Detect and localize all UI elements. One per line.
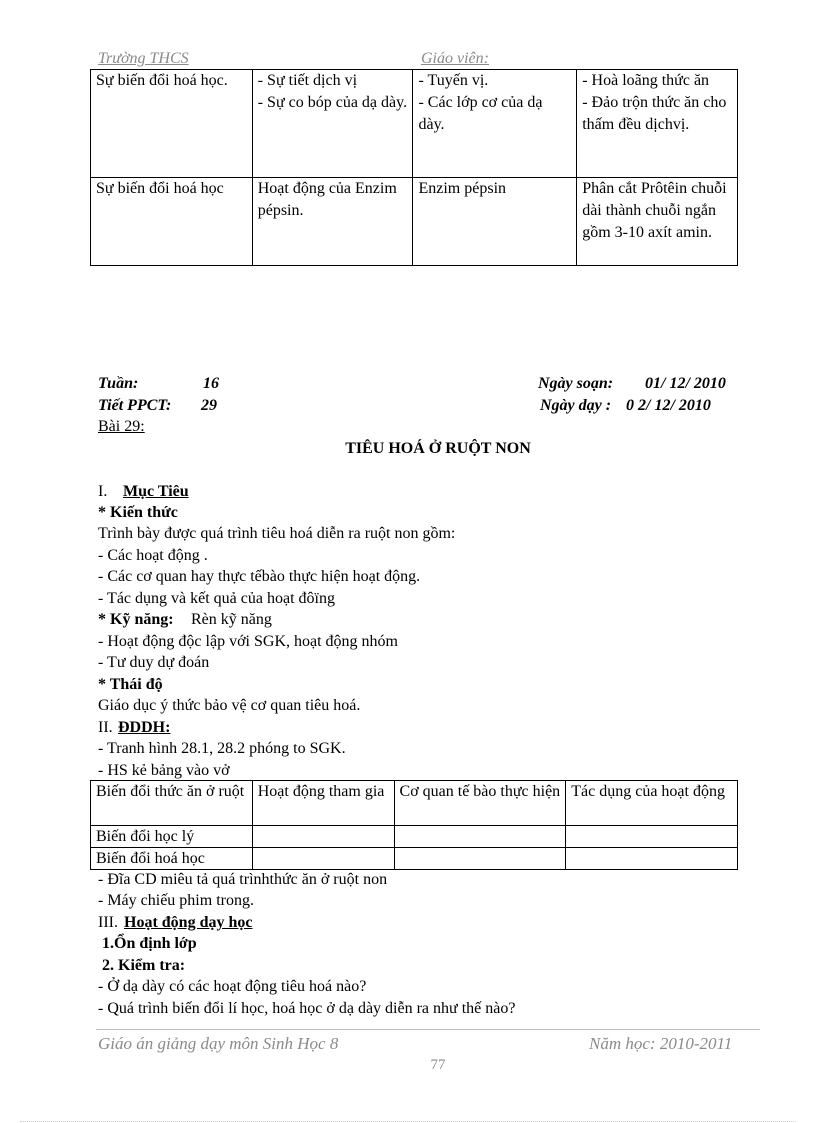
question-line: - Ở dạ dày có các hoạt động tiêu hoá nào? (98, 978, 367, 995)
prep-date-label: Ngày soạn: (538, 375, 614, 392)
section3-item: 2. Kiểm tra: (102, 957, 186, 974)
table-row (91, 848, 738, 870)
section2-heading: ĐDDH: (118, 719, 171, 736)
lesson-label: Bài 29: (98, 418, 145, 435)
section1-heading: Mục Tiêu (123, 483, 189, 500)
period-label: Tiết PPCT: (98, 397, 172, 414)
column-header: Hoạt động tham gia (252, 781, 394, 826)
table-cell: Biến đổi hoá học (91, 848, 253, 870)
equipment-line: - Đĩa CD miêu tả quá trìnhthức ăn ở ruột non (98, 871, 388, 888)
student-table (90, 780, 738, 870)
attitude-heading: * Thái độ (98, 676, 163, 693)
footer-rule (96, 1029, 760, 1030)
top-table (90, 69, 738, 266)
week-value: 16 (203, 375, 219, 392)
table-cell (566, 848, 738, 870)
column-header: Tác dụng của hoạt động (566, 781, 738, 826)
equipment-line: - HS kẻ bảng vào vở (98, 762, 230, 779)
page-number: 77 (430, 1057, 446, 1073)
teach-date-value: 0 2/ 12/ 2010 (626, 397, 711, 414)
week-label: Tuần: (98, 375, 139, 392)
table-cell: - Tuyến vị. - Các lớp cơ của dạ dày. (413, 70, 577, 178)
table-cell (394, 826, 566, 848)
skill-line: - Hoạt động độc lập với SGK, hoạt động nhóm (98, 633, 398, 650)
teach-date-label: Ngày dạy : (540, 397, 612, 414)
section1-num: I. (98, 483, 108, 500)
section2-num: II. (98, 719, 113, 736)
attitude-text: Giáo dục ý thức bảo vệ cơ quan tiêu hoá. (98, 697, 361, 714)
column-header: Cơ quan tế bào thực hiện (394, 781, 566, 826)
table-cell (252, 848, 394, 870)
section3-num: III. (98, 914, 118, 931)
skill-heading: * Kỹ năng: (98, 611, 174, 628)
section3-heading: Hoạt động dạy học (124, 914, 253, 931)
knowledge-line: Trình bày được quá trình tiêu hoá diễn ra ruột non gồm: (98, 525, 456, 542)
header-teacher: Giáo viên: (421, 50, 489, 67)
period-value: 29 (201, 397, 217, 414)
table-row (91, 70, 738, 178)
page-title: TIÊU HOÁ Ở RUỘT NON (345, 440, 531, 457)
footer-left: Giáo án giảng dạy môn Sinh Học 8 (98, 1034, 339, 1053)
skill-line: - Tư duy dự đoán (98, 654, 210, 671)
prep-date-value: 01/ 12/ 2010 (645, 375, 726, 392)
section3-item: 1.Ổn định lớp (102, 935, 197, 952)
equipment-line: - Máy chiếu phim trong. (98, 892, 254, 909)
skill-text: Rèn kỹ năng (191, 611, 272, 628)
table-header-row (91, 781, 738, 826)
knowledge-line: - Các hoạt động . (98, 547, 208, 564)
table-row (91, 826, 738, 848)
table-cell (566, 826, 738, 848)
table-cell: Sự biến đổi hoá học. (91, 70, 253, 178)
table-cell: Phân cắt Prôtêin chuỗi dài thành chuỗi ngắn gồm 3-10 axít amin. (577, 178, 738, 266)
table-cell: Hoạt động của Enzim pépsin. (252, 178, 413, 266)
table-cell: - Sự tiết dịch vị - Sự co bóp của dạ dày. (252, 70, 413, 178)
table-cell: Biến đổi học lý (91, 826, 253, 848)
table-cell: Enzim pépsin (413, 178, 577, 266)
page-edge-divider (20, 1121, 796, 1122)
footer-right: Năm học: 2010-2011 (589, 1034, 733, 1053)
header-school: Trường THCS (98, 50, 189, 67)
equipment-line: - Tranh hình 28.1, 28.2 phóng to SGK. (98, 740, 346, 757)
question-line: - Quá trình biến đổi lí học, hoá học ở dạ dày diễn ra như thế nào? (98, 1000, 516, 1017)
table-cell (252, 826, 394, 848)
table-cell: - Hoà loãng thức ăn - Đảo trộn thức ăn cho thấm đều dịchvị. (577, 70, 738, 178)
knowledge-line: - Các cơ quan hay thực tếbào thực hiện hoạt động. (98, 568, 421, 585)
knowledge-line: - Tác dụng và kết quả của hoạt đôïng (98, 590, 335, 607)
column-header: Biến đổi thức ăn ở ruột (91, 781, 253, 826)
table-cell: Sự biến đổi hoá học (91, 178, 253, 266)
table-cell (394, 848, 566, 870)
knowledge-heading: * Kiến thức (98, 504, 178, 521)
table-row (91, 178, 738, 266)
